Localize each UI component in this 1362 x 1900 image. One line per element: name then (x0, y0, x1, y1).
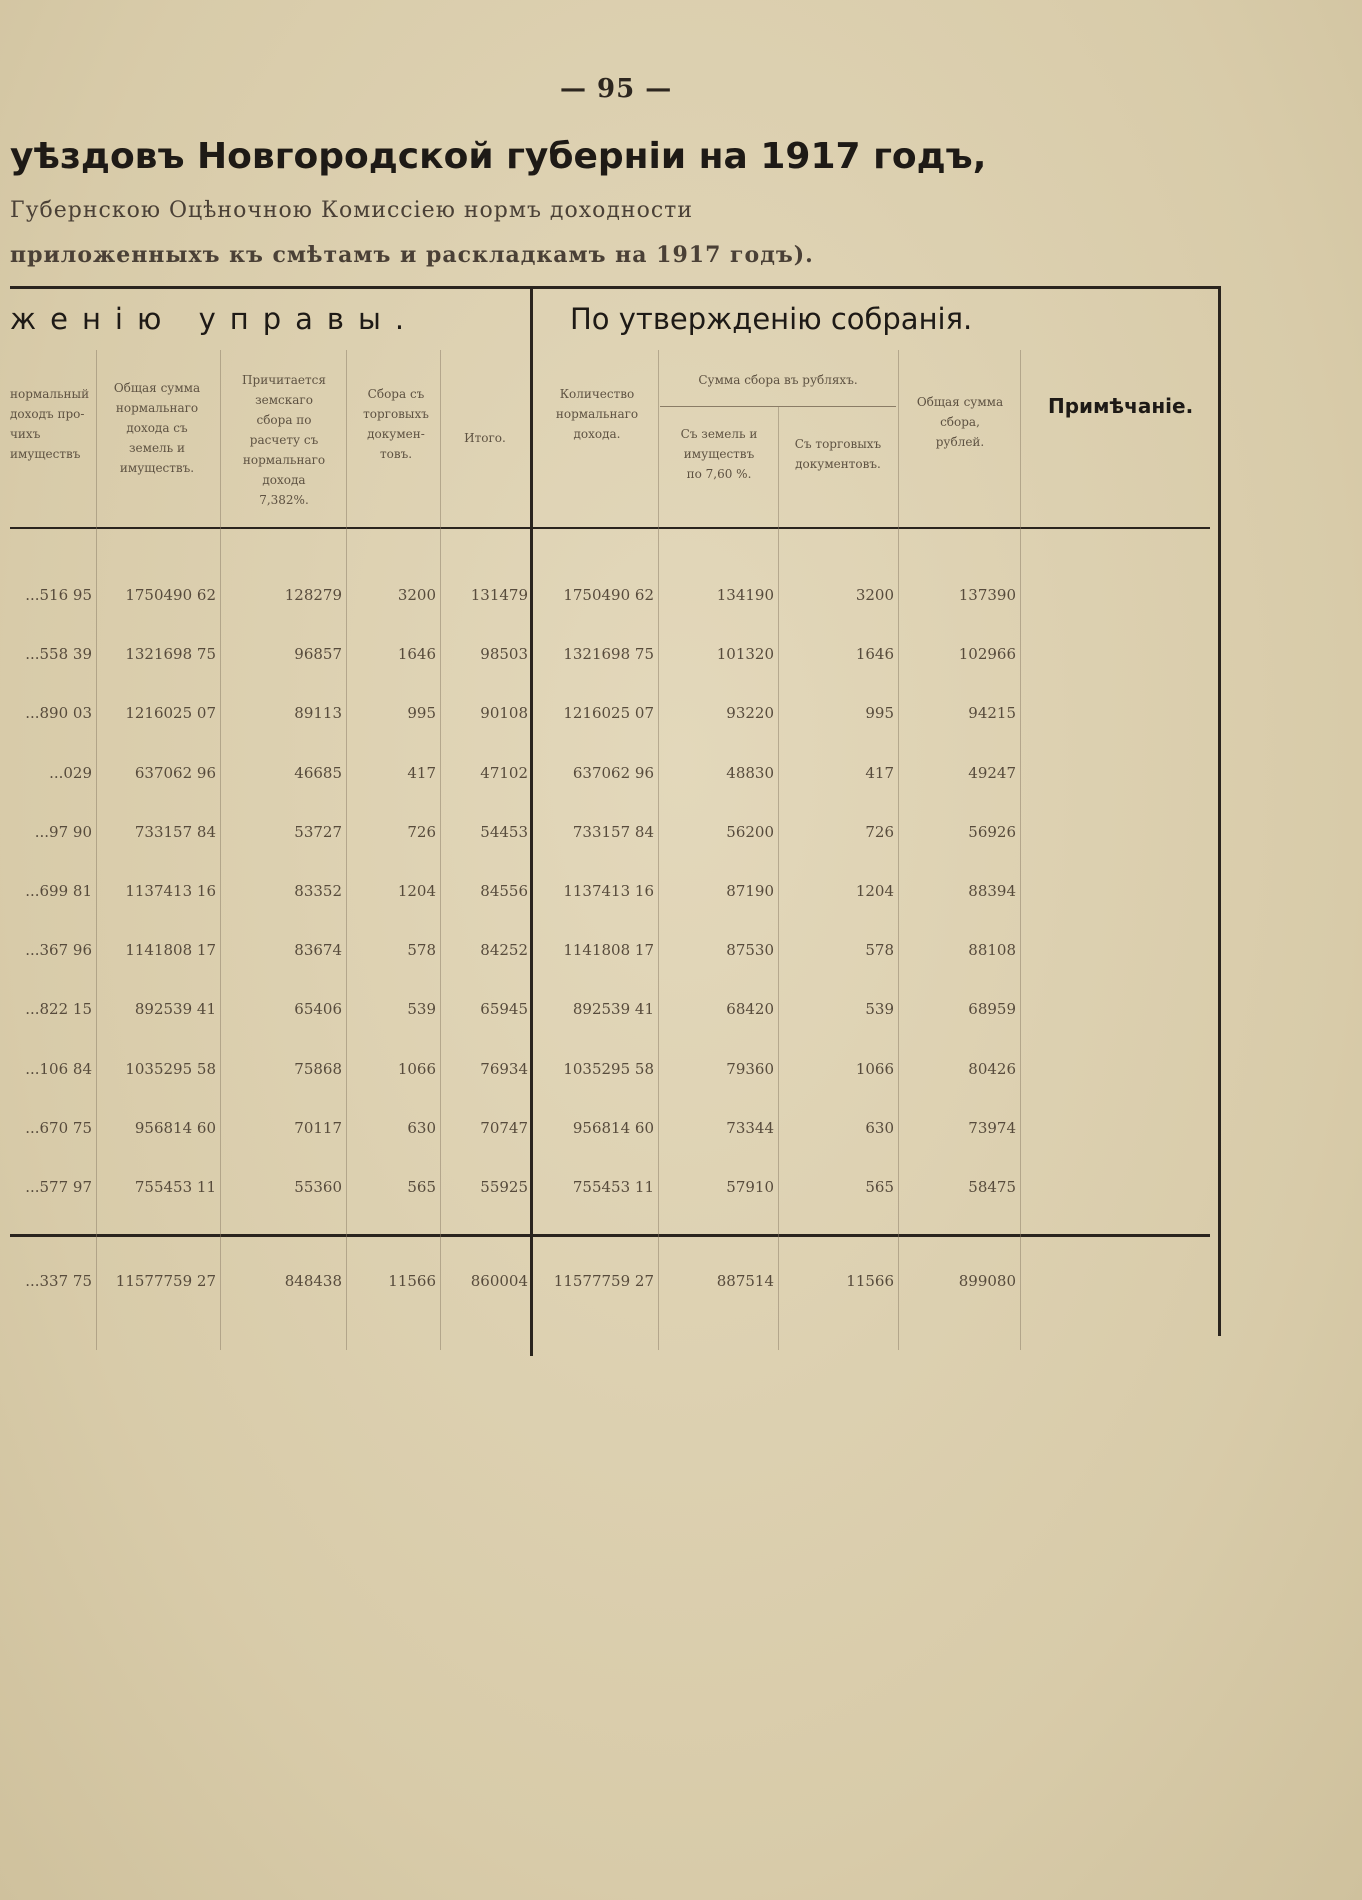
table-row-cell: ...516 95 (25, 586, 92, 604)
table-row-cell: 1066 (855, 1059, 894, 1078)
total-cell: 887514 (716, 1272, 774, 1290)
table-row-cell: 3200 (397, 586, 436, 604)
total-cell: 860004 (470, 1272, 528, 1290)
table-row-cell: 1216025 07 (563, 704, 654, 723)
table-row-cell: 70747 (480, 1118, 528, 1137)
col-header-levy-land: Съ земель и имуществъ по 7,60 %. (680, 427, 758, 481)
table-row-cell: 1216025 07 (125, 704, 216, 723)
table-row-cell: 1137413 16 (563, 882, 654, 900)
table-row-cell: 3200 (855, 586, 894, 604)
col-header-levy-trade: Съ торговыхъ документовъ. (794, 437, 882, 471)
table-row-cell: ...699 81 (25, 882, 92, 900)
table-row-cell: 726 (407, 822, 436, 841)
table-row-cell: 84252 (480, 941, 528, 960)
table-row-cell: 76934 (480, 1059, 528, 1078)
table-row-cell: 79360 (726, 1059, 774, 1078)
table-row-cell: 995 (865, 704, 894, 723)
total-cell: 899080 (958, 1272, 1016, 1290)
total-cell: ...337 75 (25, 1272, 92, 1290)
table-row-cell: 55925 (480, 1178, 528, 1196)
col-header-levy-group: Сумма сбора въ рубляхъ. (698, 373, 858, 387)
table-row-cell: 1321698 75 (125, 645, 216, 664)
table-row-cell: ...577 97 (25, 1178, 92, 1196)
col-rule (346, 350, 347, 1350)
col-rule (1020, 350, 1021, 1350)
col-header-levy-due: Причитается земскаго сбора по расчету съ нормальнаго дохода 7,382%. (242, 373, 326, 507)
table-row-cell: 733157 84 (572, 822, 654, 841)
col-rule (778, 406, 779, 1350)
table-row-cell: 101320 (716, 645, 774, 664)
table-row-cell: 57910 (726, 1178, 774, 1196)
table-row-cell: 83674 (294, 941, 342, 960)
table-row-cell: 956814 60 (134, 1118, 216, 1137)
table-row-cell: 1035295 58 (125, 1059, 216, 1078)
table-row-cell: 93220 (726, 704, 774, 723)
table-row-cell: 630 (865, 1118, 894, 1137)
col-header-grand-total: Общая сумма сбора, рублей. (916, 395, 1004, 449)
table-row-cell: ...890 03 (25, 704, 92, 723)
table-row-cell: 84556 (480, 882, 528, 900)
table-row-cell: 90108 (480, 704, 528, 723)
table-row-cell: 56200 (726, 822, 774, 841)
table-row-cell: 539 (865, 1000, 894, 1019)
table-row-cell: 1204 (855, 882, 894, 900)
col-rule (898, 350, 899, 1350)
table-row-cell: 65945 (480, 1000, 528, 1019)
table-row-cell: 87530 (726, 941, 774, 960)
col-rule (220, 350, 221, 1350)
total-cell: 11577759 27 (553, 1272, 654, 1290)
table-row-cell: 55360 (294, 1178, 342, 1196)
table-row-cell: 68959 (968, 1000, 1016, 1019)
table-row-cell: 565 (865, 1178, 894, 1196)
table-row-cell: 131479 (470, 586, 528, 604)
col-header-other-income: нормальный доходъ про- чихъ имуществъ (10, 387, 90, 461)
table-row-cell: 892539 41 (134, 1000, 216, 1019)
table-row-cell: ...558 39 (25, 645, 92, 664)
table-row-cell: 88108 (968, 941, 1016, 960)
total-cell: 11566 (388, 1272, 436, 1290)
total-cell: 848438 (284, 1272, 342, 1290)
right-section-title: По утвержденію собранія. (570, 302, 973, 336)
table-row-cell: 1646 (397, 645, 436, 664)
table-row-cell: 75868 (294, 1059, 342, 1078)
table-row-cell: 630 (407, 1118, 436, 1137)
table-row-cell: 96857 (294, 645, 342, 664)
table-right-border (1218, 286, 1221, 1336)
col-header-income-amount: Количество нормальнаго дохода. (555, 387, 639, 441)
table-row-cell: 417 (407, 763, 436, 782)
total-cell: 11577759 27 (115, 1272, 216, 1290)
table-row-cell: 1646 (855, 645, 894, 664)
subtitle-line-1: Губернскою Оцѣночною Комиссіею нормъ доходности (10, 198, 693, 223)
table-row-cell: 73344 (726, 1118, 774, 1137)
table-row-cell: 80426 (968, 1059, 1016, 1078)
table-row-cell: 128279 (284, 586, 342, 604)
col-header-trade-docs: Сбора съ торговыхъ докумен- товъ. (363, 387, 429, 461)
table-row-cell: 539 (407, 1000, 436, 1019)
table-row-cell: 755453 11 (572, 1178, 654, 1196)
table-row-cell: 73974 (968, 1118, 1016, 1137)
total-cell: 11566 (846, 1272, 894, 1290)
col-rule (440, 350, 441, 1350)
header-bottom-rule (10, 527, 1210, 529)
table-row-cell: 98503 (480, 645, 528, 664)
table-row-cell: 417 (865, 763, 894, 782)
table-row-cell: 578 (865, 941, 894, 960)
table-row-cell: 46685 (294, 763, 342, 782)
table-row-cell: 1137413 16 (125, 882, 216, 900)
table-row-cell: 726 (865, 822, 894, 841)
table-row-cell: 58475 (968, 1178, 1016, 1196)
col-header-remarks: Примѣчаніе. (1048, 394, 1194, 418)
table-row-cell: 1750490 62 (125, 586, 216, 604)
table-row-cell: 1035295 58 (563, 1059, 654, 1078)
table-row-cell: 137390 (958, 586, 1016, 604)
table-row-cell: 995 (407, 704, 436, 723)
table-row-cell: 565 (407, 1178, 436, 1196)
table-row-cell: 47102 (480, 763, 528, 782)
table-row-cell: 102966 (958, 645, 1016, 664)
table-row-cell: 87190 (726, 882, 774, 900)
table-row-cell: 1141808 17 (125, 941, 216, 960)
table-row-cell: ...670 75 (25, 1118, 92, 1137)
table-row-cell: ...106 84 (25, 1059, 92, 1078)
table-row-cell: 956814 60 (572, 1118, 654, 1137)
table-row-cell: 53727 (294, 822, 342, 841)
table-row-cell: 892539 41 (572, 1000, 654, 1019)
table-row-cell: 48830 (726, 763, 774, 782)
table-row-cell: 56926 (968, 822, 1016, 841)
table-row-cell: 70117 (294, 1118, 342, 1137)
table-row-cell: 1321698 75 (563, 645, 654, 664)
table-row-cell: 755453 11 (134, 1178, 216, 1196)
table-row-cell: ...97 90 (34, 822, 92, 841)
table-row-cell: 49247 (968, 763, 1016, 782)
table-row-cell: 733157 84 (134, 822, 216, 841)
table-row-cell: 83352 (294, 882, 342, 900)
table-row-cell: 89113 (294, 704, 342, 723)
page-number: — 95 — (560, 74, 673, 104)
table-row-cell: ...822 15 (25, 1000, 92, 1019)
col-rule (658, 350, 659, 1350)
col-rule (96, 350, 97, 1350)
table-row-cell: 1750490 62 (563, 586, 654, 604)
table-row-cell: 637062 96 (572, 763, 654, 782)
table-row-cell: 578 (407, 941, 436, 960)
col-header-total: Итого. (464, 431, 506, 445)
table-row-cell: 88394 (968, 882, 1016, 900)
table-row-cell: 637062 96 (134, 763, 216, 782)
table-row-cell: 1204 (397, 882, 436, 900)
table-row-cell: 1141808 17 (563, 941, 654, 960)
table-row-cell: ...367 96 (25, 941, 92, 960)
table-row-cell: 1066 (397, 1059, 436, 1078)
table-row-cell: 94215 (968, 704, 1016, 723)
subtitle-line-2: приложенныхъ къ смѣтамъ и раскладкамъ на 1917 годъ). (10, 242, 814, 268)
table-row-cell: ...029 (49, 763, 92, 782)
page-title: уѣздовъ Новгородской губерніи на 1917 годъ, (10, 136, 987, 177)
left-section-title: женію управы. (10, 302, 419, 336)
table-row-cell: 54453 (480, 822, 528, 841)
total-top-rule (10, 1234, 1210, 1237)
table-row-cell: 68420 (726, 1000, 774, 1019)
table-row-cell: 65406 (294, 1000, 342, 1019)
col-header-total-income: Общая сумма нормальнаго дохода съ земель и имуществъ. (113, 381, 201, 475)
table-top-rule (10, 286, 1220, 289)
table-row-cell: 134190 (716, 586, 774, 604)
